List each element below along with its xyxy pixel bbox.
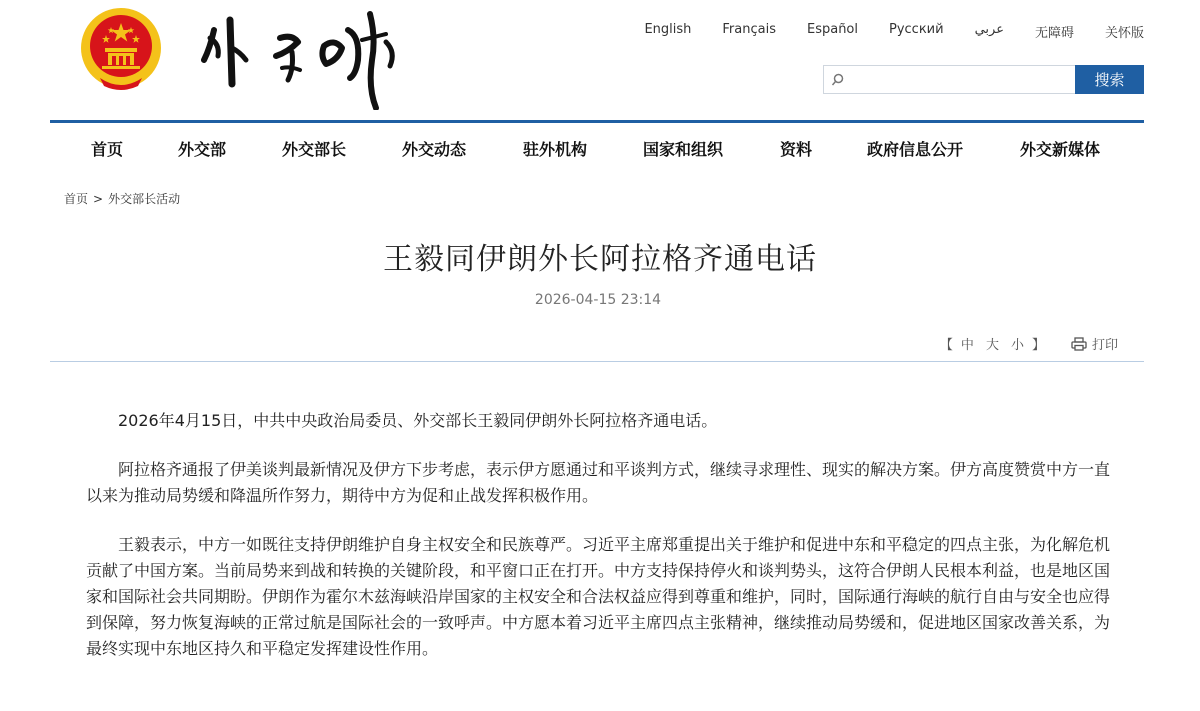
article-paragraph: 阿拉格齐通报了伊美谈判最新情况及伊方下步考虑，表示伊方愿通过和平谈判方式，继续寻求理性、现实的解决方案。伊方高度赞赏中方一直以来为推动局势缓和降温所作努力，期待中方为促和止战发挥积极作用。 (86, 460, 1111, 505)
nav-item-countries-organizations[interactable]: 国家和组织 (643, 140, 724, 159)
breadcrumb-current-link[interactable]: 外交部长活动 (108, 192, 181, 206)
main-nav (50, 120, 1144, 172)
nav-item-new-media[interactable]: 外交新媒体 (1020, 140, 1101, 159)
lang-spanish-link[interactable]: Español (806, 22, 858, 37)
search-input[interactable] (845, 66, 1075, 93)
search-button[interactable]: 搜索 (1075, 65, 1144, 94)
article-tools (938, 334, 1118, 353)
breadcrumb-separator: > (93, 192, 104, 206)
nav-item-home[interactable]: 首页 (91, 140, 124, 159)
language-bar (644, 22, 1144, 41)
breadcrumb (64, 190, 180, 207)
search-icon (831, 73, 845, 87)
font-size-medium-button[interactable]: 中 (960, 338, 974, 353)
nav-item-ministry[interactable]: 外交部 (178, 140, 227, 159)
article-body (86, 408, 1120, 685)
nav-item-missions-abroad[interactable]: 驻外机构 (523, 140, 588, 159)
nav-item-diplomatic-news[interactable]: 外交动态 (402, 140, 467, 159)
search-field (823, 65, 1075, 94)
lang-russian-link[interactable]: Русский (889, 22, 944, 37)
header-divider (50, 361, 1144, 362)
printer-icon (1071, 337, 1087, 351)
accessibility-link[interactable]: 无障碍 (1034, 26, 1074, 41)
article-date: 2026-04-15 23:14 (534, 292, 662, 308)
size-bracket-open: 【 (939, 338, 953, 353)
national-emblem-icon[interactable] (78, 6, 164, 92)
lang-french-link[interactable]: Français (722, 22, 776, 37)
care-version-link[interactable]: 关怀版 (1104, 26, 1144, 41)
font-size-controls (938, 334, 1047, 353)
breadcrumb-home-link[interactable]: 首页 (64, 192, 89, 206)
lang-english-link[interactable]: English (644, 22, 692, 37)
print-button[interactable] (1071, 334, 1118, 353)
print-label: 打印 (1091, 338, 1118, 353)
nav-item-resources[interactable]: 资料 (780, 140, 813, 159)
lang-arabic-link[interactable]: عربي (974, 22, 1004, 37)
font-size-small-button[interactable]: 小 (1010, 338, 1024, 353)
search-bar (823, 65, 1144, 94)
nav-item-government-info[interactable]: 政府信息公开 (867, 140, 964, 159)
article-title: 王毅同伊朗外长阿拉格齐通电话 (383, 242, 817, 277)
article-paragraph: 2026年4月15日，中共中央政治局委员、外交部长王毅同伊朗外长阿拉格齐通电话。 (118, 411, 718, 430)
font-size-large-button[interactable]: 大 (985, 338, 999, 353)
size-bracket-close: 】 (1031, 338, 1045, 353)
nav-item-minister[interactable]: 外交部长 (282, 140, 347, 159)
article-paragraph: 王毅表示，中方一如既往支持伊朗维护自身主权安全和民族尊严。习近平主席郑重提出关于维护和促进中东和平稳定的四点主张，为化解危机贡献了中国方案。当前局势来到战和转换的关键阶段，和平窗口正在打开。中方支持保持停火和谈判势头，这符合伊朗人民根本利益，也是地区国家和国际社会共同期盼。伊朗作为霍尔木兹海峡沿岸国家的主权安全和合法权益应得到尊重和维护，同时，国际通行海峡的航行自由与安全也应得到保障，努力恢复海峡的正常过航是国际社会的一致呼声。中方愿本着习近平主席四点主张精神，继续推动局势缓和，促进地区国家改善关系，为最终实现中东地区持久和平稳定发挥建设性作用。 (86, 535, 1111, 658)
calligraphy-logo[interactable] (200, 8, 410, 110)
